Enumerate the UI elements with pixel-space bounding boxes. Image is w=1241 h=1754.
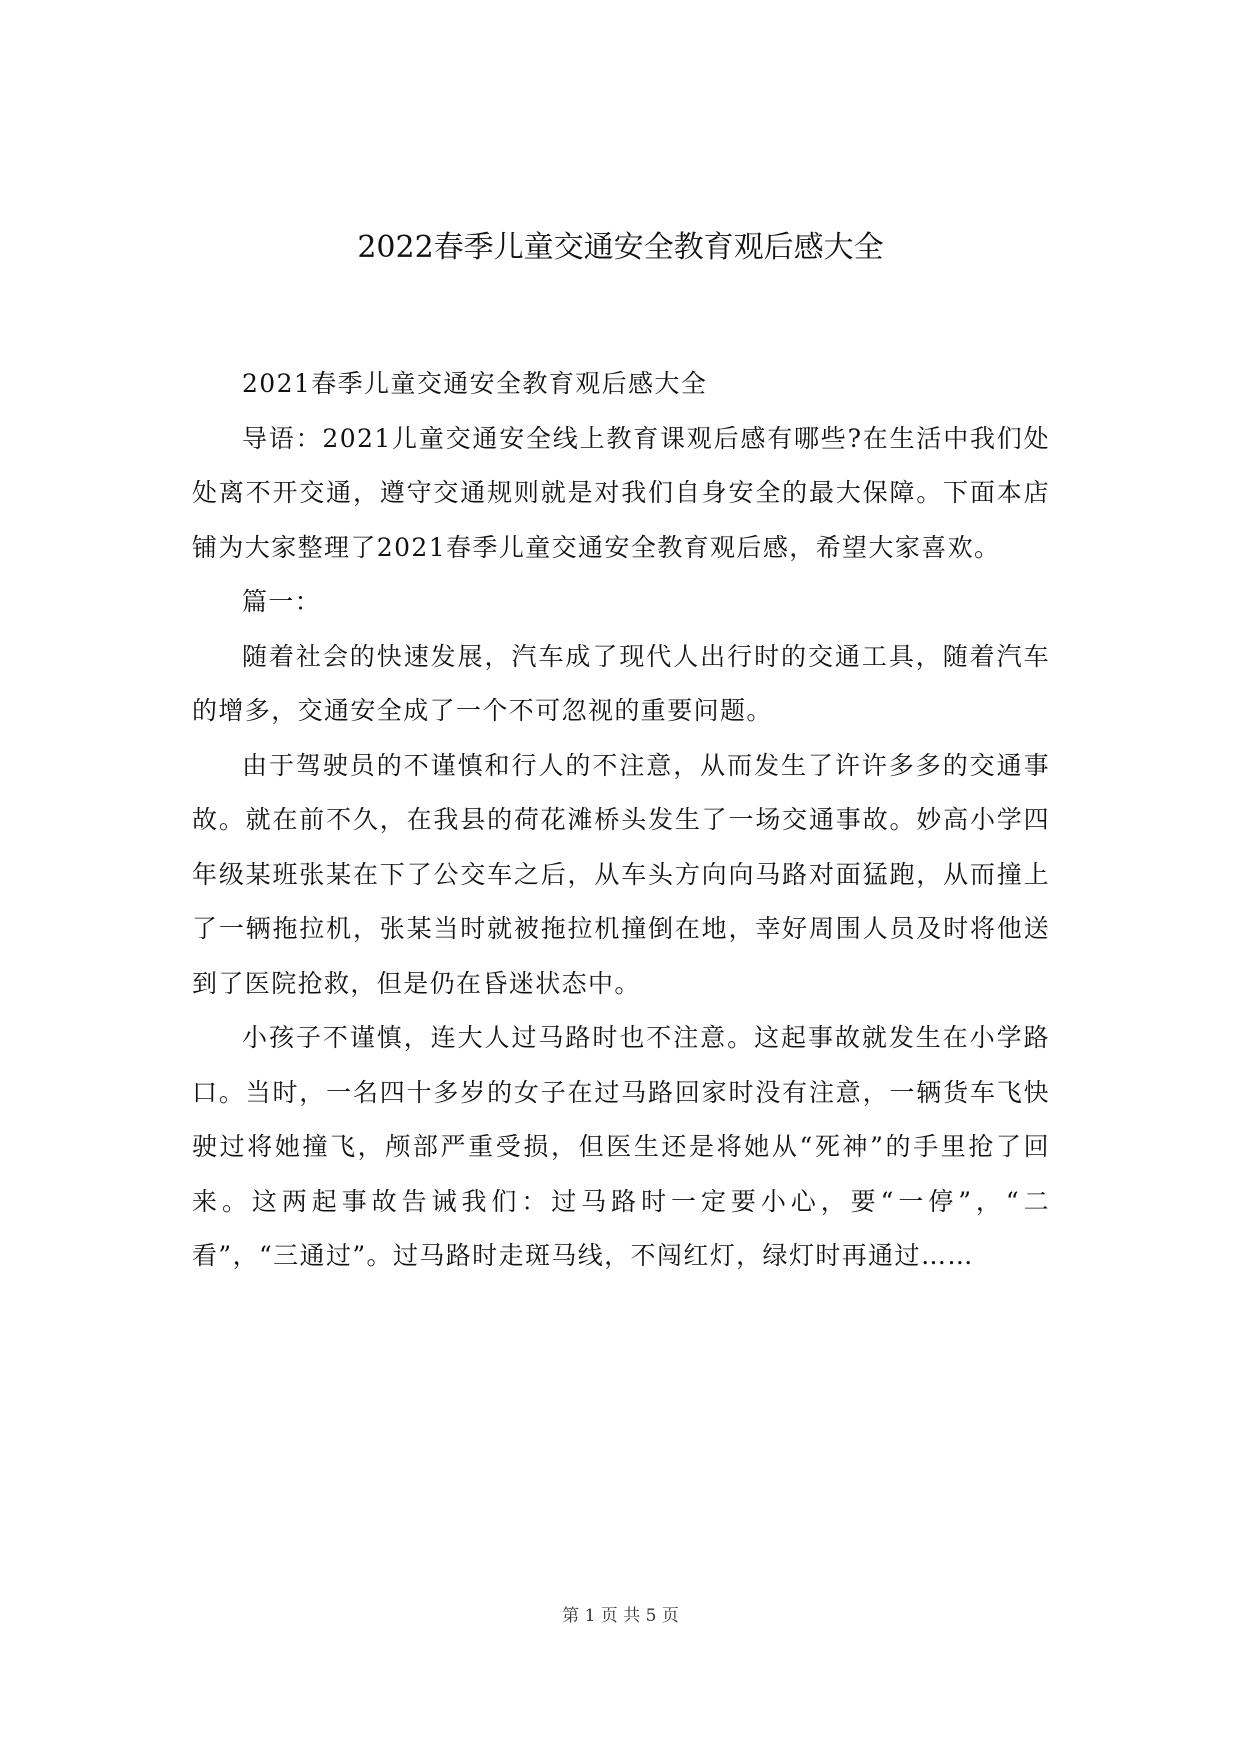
paragraph-section-heading: 篇一： [242, 587, 322, 616]
document-title: 2022春季儿童交通安全教育观后感大全 [357, 230, 884, 265]
page-number-footer: 第 1 页 共 5 页 [562, 1606, 679, 1626]
paragraph-subtitle: 2021春季儿童交通安全教育观后感大全 [242, 369, 708, 398]
paragraph-body-2: 由于驾驶员的不谨慎和行人的不注意，从而发生了许许多多的交通事故。就在前不久，在我县的荷花滩桥头发生了一场交通事故。妙高小学四年级某班张某在下了公交车之后，从车头方向向马路对面猛跑，从而撞上了一辆拖拉机，张某当时就被拖拉机撞倒在地，幸好周围人员及时将他送到了医院抢救，但是仍在昏迷状态中。 [192, 750, 1050, 998]
document-body [192, 357, 1050, 1284]
paragraph-intro: 导语：2021儿童交通安全线上教育课观后感有哪些?在生活中我们处处离不开交通，遵守交通规则就是对我们自身安全的最大保障。下面本店铺为大家整理了2021春季儿童交通安全教育观后感，希望大家喜欢。 [192, 423, 1050, 562]
paragraph-body-1: 随着社会的快速发展，汽车成了现代人出行时的交通工具，随着汽车的增多，交通安全成了一个不可忽视的重要问题。 [192, 641, 1050, 725]
paragraph-body-3: 小孩子不谨慎，连大人过马路时也不注意。这起事故就发生在小学路口。当时，一名四十多岁的女子在过马路回家时没有注意，一辆货车飞快驶过将她撞飞，颅部严重受损，但医生还是将她从“死神”的手里抢了回来。这两起事故告诫我们：过马路时一定要小心，要“一停”，“二看”，“三通过”。过马路时走斑马线，不闯红灯，绿灯时再通过…… [192, 1023, 1050, 1270]
